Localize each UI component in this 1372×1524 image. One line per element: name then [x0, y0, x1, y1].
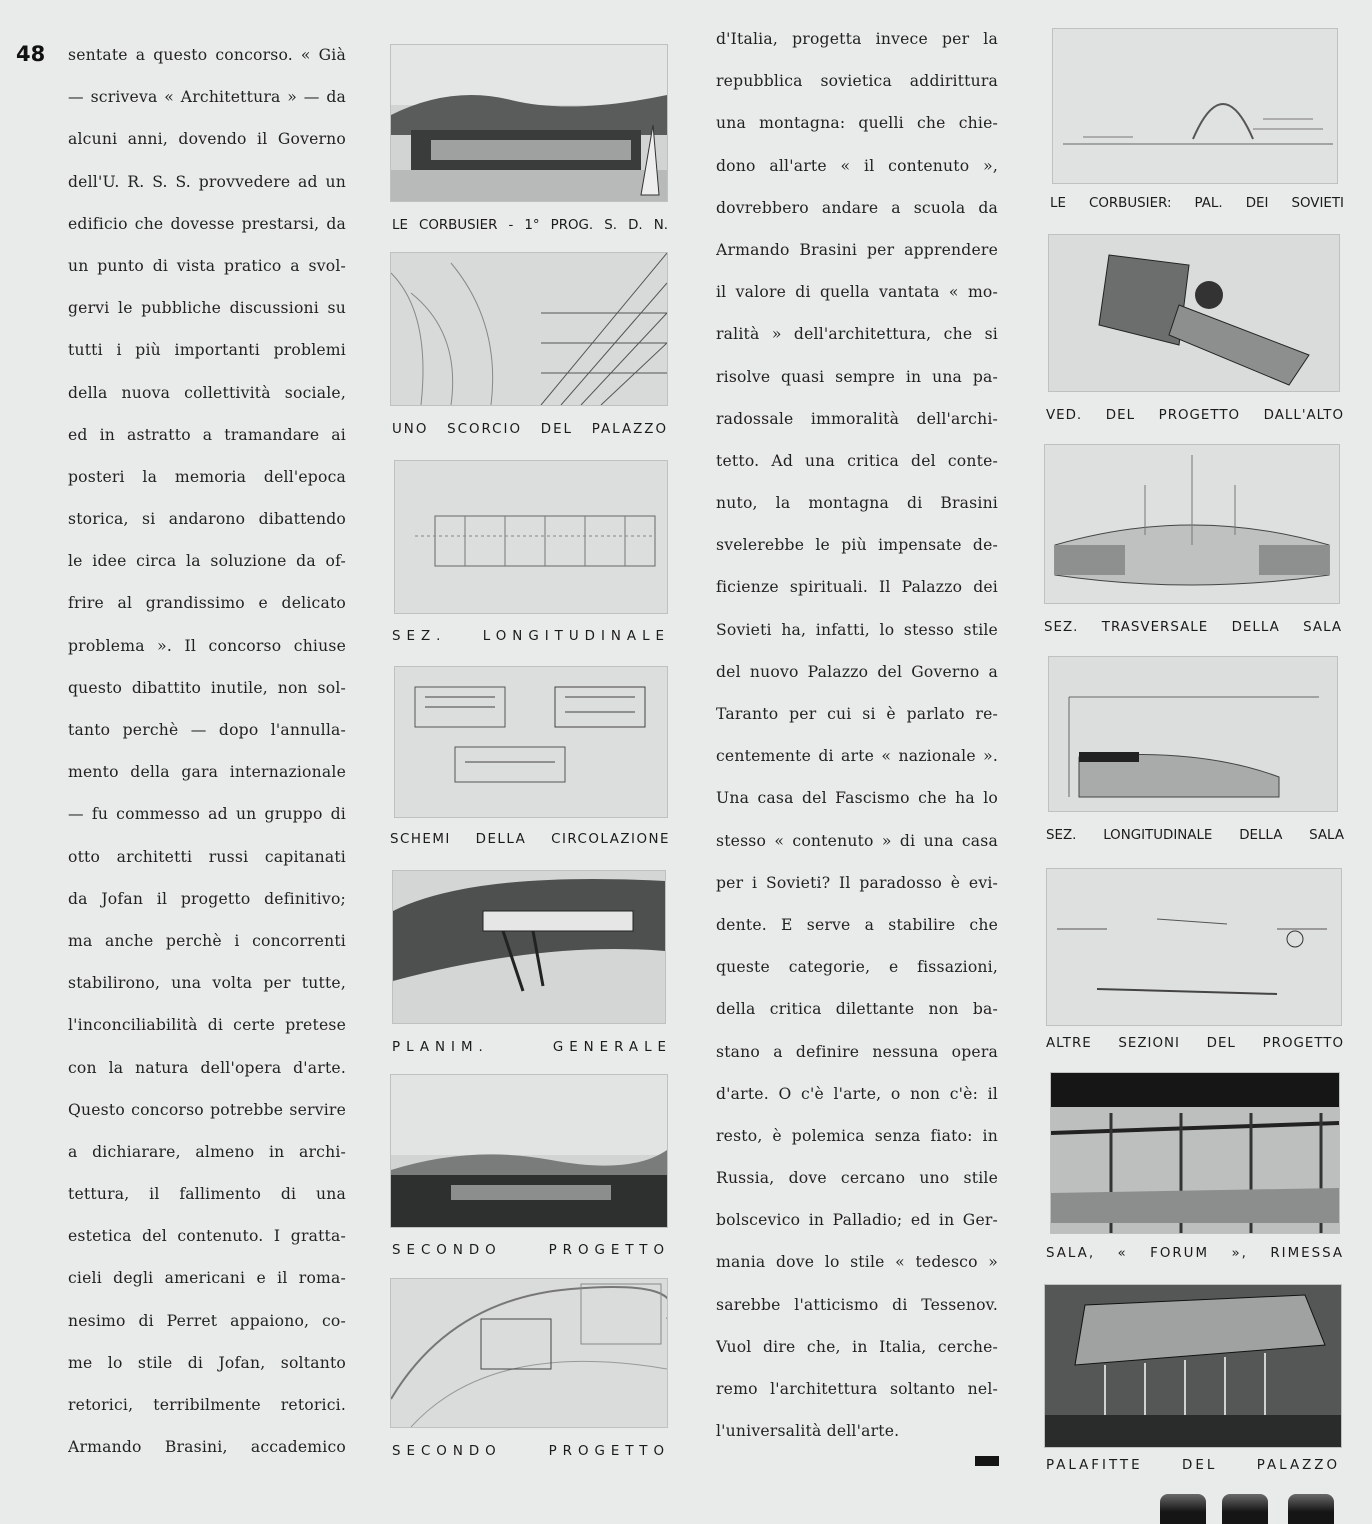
- text-line: ficienze spirituali. Il Palazzo dei: [716, 578, 998, 597]
- text-line: della nuova collettività sociale,: [68, 383, 346, 402]
- text-line: Taranto per cui si è parlato re-: [716, 705, 998, 723]
- figure-caption: ALTRE SEZIONI DEL PROGETTO: [1046, 1036, 1344, 1051]
- text-line: problema ». Il concorso chiuse: [68, 636, 346, 655]
- text-line: un punto di vista pratico a svol-: [68, 256, 346, 275]
- text-line: storica, si andarono dibattendo: [68, 510, 346, 529]
- text-line: retorici, terribilmente retorici.: [68, 1396, 346, 1414]
- binder-clip: [1160, 1494, 1206, 1524]
- left-text-column: [68, 40, 346, 1474]
- text-line: per i Sovieti? Il paradosso è evi-: [716, 873, 998, 892]
- landscape-photo-icon: [390, 1074, 668, 1228]
- text-line: stabilirono, una volta per tutte,: [68, 974, 346, 993]
- text-line: frire al grandissimo e delicato: [68, 594, 346, 613]
- text-line: d'arte. O c'è l'arte, o non c'è: il: [716, 1084, 998, 1103]
- figure-caption: UNO SCORCIO DEL PALAZZO: [392, 422, 668, 437]
- text-line: otto architetti russi capitanati: [68, 847, 346, 866]
- text-line: con la natura dell'opera d'arte.: [68, 1058, 346, 1077]
- text-line: tanto perchè — dopo l'annulla-: [68, 721, 346, 739]
- text-line: resto, è polemica senza fiato: in: [716, 1126, 998, 1145]
- page-number: 48: [16, 42, 46, 66]
- text-line: Sovieti ha, infatti, lo stesso stile: [716, 620, 998, 639]
- site-plan-icon: [392, 870, 666, 1024]
- text-line: tetto. Ad una critica del conte-: [716, 451, 998, 470]
- text-line: una montagna: quelli che chie-: [716, 114, 998, 133]
- lakeside-photo-icon: [390, 44, 668, 202]
- text-line: questo dibattito inutile, non sol-: [68, 678, 346, 697]
- text-line: Armando Brasini per apprendere: [716, 240, 998, 259]
- text-line: a dichiarare, almeno in archi-: [68, 1142, 346, 1161]
- text-line: me lo stile di Jofan, soltanto: [68, 1353, 346, 1372]
- text-line: dovrebbero andare a scuola da: [716, 198, 998, 217]
- text-line: mento della gara internazionale: [68, 763, 346, 782]
- section-drawing-icon: [394, 460, 668, 614]
- text-line: gervi le pubbliche discussioni su: [68, 299, 346, 318]
- end-of-article-mark: [975, 1456, 999, 1466]
- figure-caption: SEZ. TRASVERSALE DELLA SALA: [1044, 620, 1342, 635]
- figure-caption: PLANIM. GENERALE: [392, 1040, 672, 1055]
- text-line: edificio che dovesse prestarsi, da: [68, 214, 346, 233]
- text-line: ralità » dell'architettura, che si: [716, 325, 998, 344]
- figure-caption: SEZ. LONGITUDINALE: [392, 629, 670, 644]
- text-line: radossale immoralità dell'archi-: [716, 409, 998, 428]
- pilotis-photo-icon: [1044, 1284, 1342, 1448]
- sections-sketch-icon: [1046, 868, 1342, 1026]
- text-line: — scriveva « Architettura » — da: [68, 88, 346, 107]
- figure-caption: SCHEMI DELLA CIRCOLAZIONE: [390, 832, 670, 847]
- arch-elevation-icon: [1052, 28, 1338, 184]
- text-line: dell'U. R. S. S. provvedere ad un: [68, 172, 346, 191]
- figure-caption: VED. DEL PROGETTO DALL'ALTO: [1046, 408, 1344, 423]
- text-line: il valore di quella vantata « mo-: [716, 283, 998, 302]
- binder-clip: [1222, 1494, 1268, 1524]
- perspective-sketch-icon: [390, 252, 668, 406]
- binder-clip: [1288, 1494, 1334, 1524]
- middle-text-column: [716, 24, 998, 1458]
- text-line: stesso « contenuto » di una casa: [716, 831, 998, 850]
- text-line: dono all'arte « il contenuto »,: [716, 156, 998, 175]
- figure-caption: SALA, « FORUM », RIMESSA: [1046, 1246, 1344, 1261]
- text-line: d'Italia, progetta invece per la: [716, 30, 998, 48]
- figure-caption: SEZ. LONGITUDINALE DELLA SALA: [1046, 828, 1344, 843]
- figure-caption: SECONDO PROGETTO: [392, 1444, 670, 1459]
- figure-caption: LE CORBUSIER - 1° PROG. S. D. N.: [392, 218, 668, 233]
- text-line: risolve quasi sempre in una pa-: [716, 367, 998, 386]
- circulation-diagram-icon: [394, 666, 668, 818]
- text-line: l'universalità dell'arte.: [716, 1422, 900, 1441]
- text-line: da Jofan il progetto definitivo;: [68, 889, 346, 908]
- text-line: nuto, la montagna di Brasini: [716, 494, 998, 513]
- text-line: sarebbe l'atticismo di Tessenov.: [716, 1295, 998, 1314]
- text-line: alcuni anni, dovendo il Governo: [68, 130, 346, 149]
- text-line: remo l'architettura soltanto nel-: [716, 1380, 998, 1398]
- text-line: Russia, dove cercano uno stile: [716, 1169, 998, 1188]
- cross-section-icon: [1044, 444, 1340, 604]
- text-line: stano a definire nessuna opera: [716, 1042, 998, 1061]
- text-line: ed in astratto a tramandare ai: [68, 425, 346, 444]
- text-line: tettura, il fallimento di una: [68, 1185, 346, 1204]
- text-line: repubblica sovietica addirittura: [716, 72, 998, 91]
- site-plan-2-icon: [390, 1278, 668, 1428]
- aerial-model-icon: [1048, 234, 1340, 392]
- long-section-icon: [1048, 656, 1338, 812]
- text-line: centemente di arte « nazionale ».: [716, 747, 998, 766]
- text-line: tutti i più importanti problemi: [68, 341, 346, 360]
- text-line: ma anche perchè i concorrenti: [68, 931, 346, 950]
- figure-caption: PALAFITTE DEL PALAZZO: [1046, 1458, 1340, 1473]
- text-line: bolscevico in Palladio; ed in Ger-: [716, 1211, 998, 1230]
- text-line: mania dove lo stile « tedesco »: [716, 1253, 998, 1272]
- text-line: queste categorie, e fissazioni,: [716, 958, 998, 977]
- figure-caption: SECONDO PROGETTO: [392, 1243, 670, 1258]
- text-line: sentate a questo concorso. « Già: [68, 46, 346, 64]
- figure-caption: LE CORBUSIER: PAL. DEI SOVIETI: [1050, 196, 1344, 211]
- text-line: Armando Brasini, accademico: [68, 1438, 346, 1457]
- interior-photo-icon: [1050, 1072, 1340, 1234]
- text-line: cieli degli americani e il roma-: [68, 1269, 346, 1288]
- text-line: l'inconciliabilità di certe pretese: [68, 1016, 346, 1035]
- text-line: del nuovo Palazzo del Governo a: [716, 662, 998, 681]
- text-line: estetica del contenuto. I gratta-: [68, 1227, 346, 1246]
- text-line: dente. E serve a stabilire che: [716, 915, 998, 934]
- text-line: Vuol dire che, in Italia, cerche-: [716, 1337, 998, 1356]
- text-line: svelerebbe le più impensate de-: [716, 536, 998, 555]
- text-line: nesimo di Perret appaiono, co-: [68, 1311, 346, 1330]
- text-line: le idee circa la soluzione da of-: [68, 552, 346, 571]
- text-line: Questo concorso potrebbe servire: [68, 1100, 346, 1119]
- text-line: posteri la memoria dell'epoca: [68, 467, 346, 486]
- text-line: Una casa del Fascismo che ha lo: [716, 789, 998, 808]
- text-line: della critica dilettante non ba-: [716, 1000, 998, 1019]
- text-line: — fu commesso ad un gruppo di: [68, 805, 346, 824]
